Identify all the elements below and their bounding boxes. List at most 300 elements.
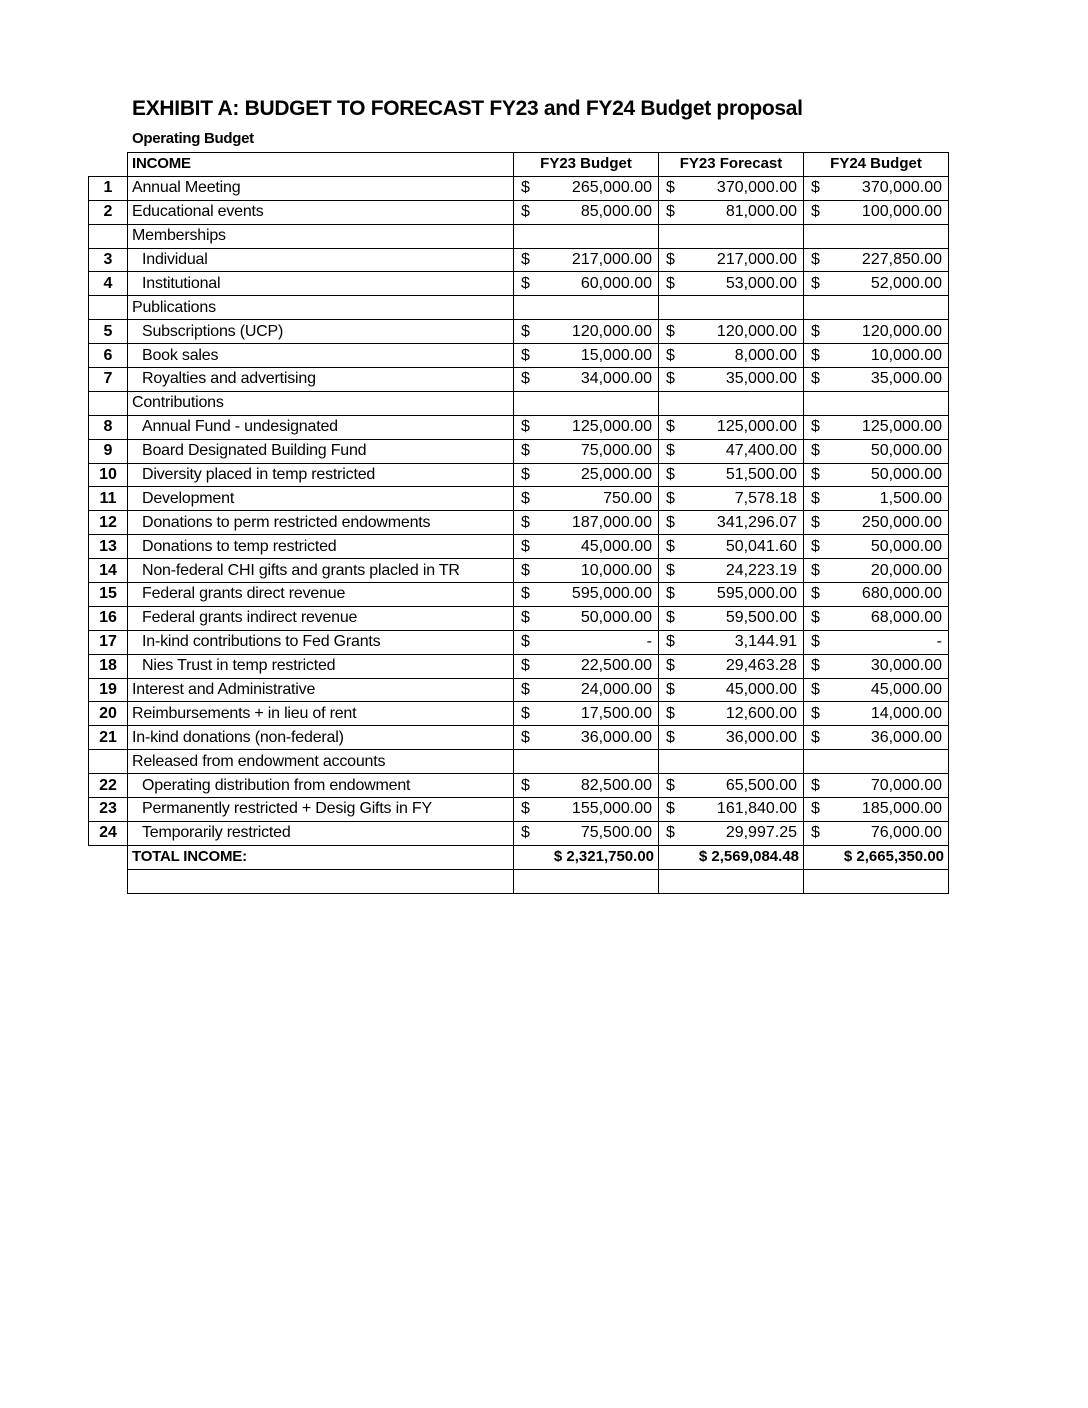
- currency-symbol: $: [521, 442, 530, 460]
- currency-symbol: $: [811, 657, 820, 675]
- currency-symbol: $: [666, 585, 675, 603]
- empty-label-cell: [128, 869, 514, 893]
- section-row: [89, 750, 949, 774]
- currency-symbol: $: [521, 179, 530, 197]
- amount-value: 45,000.00: [870, 681, 942, 699]
- amount-value: 24,223.19: [725, 561, 797, 579]
- amount-value: 50,000.00: [870, 442, 942, 460]
- fy23-forecast-cell: [659, 368, 804, 392]
- fy23-forecast-cell: [659, 654, 804, 678]
- currency-symbol: $: [811, 824, 820, 842]
- table-row: [89, 774, 949, 798]
- fy23-budget-cell: [514, 702, 659, 726]
- amount-value: 10,000.00: [580, 561, 652, 579]
- fy23-forecast-cell: [659, 583, 804, 607]
- row-label-text: Permanently restricted + Desig Gifts in FY: [142, 800, 432, 818]
- amount-value: 187,000.00: [571, 513, 652, 531]
- row-number: 14: [89, 559, 128, 583]
- row-label: [128, 774, 514, 798]
- amount-value: 3,144.91: [734, 633, 797, 651]
- amount-value: 30,000.00: [870, 657, 942, 675]
- amount-value: 35,000.00: [725, 370, 797, 388]
- row-label: [128, 630, 514, 654]
- currency-symbol: $: [666, 776, 675, 794]
- fy24-budget-cell: [804, 368, 949, 392]
- currency-symbol: $: [666, 681, 675, 699]
- fy23-forecast-cell: [659, 391, 804, 415]
- table-row: [89, 535, 949, 559]
- header-fy23-budget: FY23 Budget: [514, 153, 659, 177]
- currency-symbol: $: [521, 418, 530, 436]
- row-number: 13: [89, 535, 128, 559]
- fy24-budget-cell: [804, 487, 949, 511]
- empty-money-cell: [804, 869, 949, 893]
- amount-value: 29,997.25: [725, 824, 797, 842]
- table-row: [89, 678, 949, 702]
- fy23-forecast-cell: [659, 439, 804, 463]
- row-label: [128, 798, 514, 822]
- fy23-forecast-cell: [659, 678, 804, 702]
- fy24-budget-cell: [804, 583, 949, 607]
- currency-symbol: $: [811, 179, 820, 197]
- table-row: [89, 798, 949, 822]
- fy24-budget-cell: [804, 415, 949, 439]
- currency-symbol: $: [666, 800, 675, 818]
- currency-symbol: $: [521, 704, 530, 722]
- currency-symbol: $: [521, 489, 530, 507]
- fy23-budget-cell: [514, 224, 659, 248]
- table-row: [89, 726, 949, 750]
- currency-symbol: $: [521, 322, 530, 340]
- fy23-forecast-cell: [659, 559, 804, 583]
- fy23-budget-cell: [514, 200, 659, 224]
- currency-symbol: $: [811, 704, 820, 722]
- currency-symbol: $: [811, 418, 820, 436]
- fy23-forecast-cell: [659, 224, 804, 248]
- amount-value: 10,000.00: [870, 346, 942, 364]
- amount-value: 52,000.00: [870, 274, 942, 292]
- amount-value: 250,000.00: [861, 513, 942, 531]
- row-number: 16: [89, 606, 128, 630]
- fy24-budget-cell: [804, 272, 949, 296]
- currency-symbol: $: [811, 513, 820, 531]
- fy24-budget-cell: [804, 344, 949, 368]
- currency-symbol: $: [666, 179, 675, 197]
- fy23-budget-cell: [514, 439, 659, 463]
- table-row: [89, 176, 949, 200]
- amount-value: 125,000.00: [861, 418, 942, 436]
- fy23-forecast-cell: [659, 821, 804, 845]
- fy23-forecast-cell: [659, 272, 804, 296]
- amount-value: 161,840.00: [716, 800, 797, 818]
- fy24-budget-cell: [804, 463, 949, 487]
- table-row: [89, 439, 949, 463]
- table-row: [89, 630, 949, 654]
- row-number: 9: [89, 439, 128, 463]
- fy23-forecast-cell: [659, 798, 804, 822]
- amount-value: 29,463.28: [725, 657, 797, 675]
- table-row: [89, 272, 949, 296]
- row-number: 20: [89, 702, 128, 726]
- row-label-text: Annual Fund - undesignated: [142, 418, 338, 436]
- amount-value: 217,000.00: [571, 251, 652, 268]
- currency-symbol: $: [811, 466, 820, 484]
- currency-symbol: $: [521, 657, 530, 675]
- amount-value: 8,000.00: [734, 346, 797, 364]
- fy23-budget-cell: [514, 248, 659, 272]
- amount-value: 20,000.00: [870, 561, 942, 579]
- table-header-row: [89, 153, 949, 177]
- row-number: 4: [89, 272, 128, 296]
- currency-symbol: $: [666, 370, 675, 388]
- row-label-text: Annual Meeting: [132, 179, 241, 197]
- total-amount: $ 2,665,350.00: [843, 848, 944, 866]
- currency-symbol: $: [521, 681, 530, 699]
- fy24-budget-cell: [804, 726, 949, 750]
- fy23-forecast-cell: [659, 774, 804, 798]
- fy24-budget-cell: [804, 654, 949, 678]
- amount-value: 25,000.00: [580, 466, 652, 484]
- row-number: 24: [89, 821, 128, 845]
- fy24-budget-cell: [804, 606, 949, 630]
- row-label-text: Released from endowment accounts: [132, 752, 386, 770]
- amount-value: 47,400.00: [725, 442, 797, 460]
- row-number: 8: [89, 415, 128, 439]
- fy24-budget-cell: [804, 798, 949, 822]
- row-number: 15: [89, 583, 128, 607]
- currency-symbol: $: [666, 609, 675, 627]
- fy23-budget-cell: [514, 583, 659, 607]
- fy23-forecast-cell: [659, 248, 804, 272]
- amount-value: 14,000.00: [870, 704, 942, 722]
- fy24-budget-cell: [804, 511, 949, 535]
- fy23-budget-cell: [514, 344, 659, 368]
- fy24-budget-cell: [804, 320, 949, 344]
- table-row: [89, 702, 949, 726]
- row-label-text: Memberships: [132, 227, 226, 245]
- fy24-budget-cell: [804, 224, 949, 248]
- amount-value: 50,000.00: [580, 609, 652, 627]
- row-label: [128, 583, 514, 607]
- fy24-budget-cell: [804, 774, 949, 798]
- header-income: INCOME: [128, 153, 514, 177]
- amount-value: 85,000.00: [580, 203, 652, 221]
- row-label: [128, 368, 514, 392]
- fy23-forecast-cell: [659, 320, 804, 344]
- total-amount: $ 2,321,750.00: [553, 848, 654, 866]
- header-num-cell: [89, 153, 128, 177]
- total-fy23-forecast: [659, 845, 804, 869]
- row-number: 11: [89, 487, 128, 511]
- fy24-budget-cell: [804, 176, 949, 200]
- row-label-text: Contributions: [132, 394, 224, 412]
- fy23-budget-cell: [514, 415, 659, 439]
- amount-value: 227,850.00: [861, 251, 942, 268]
- amount-value: 65,500.00: [725, 776, 797, 794]
- fy23-forecast-cell: [659, 535, 804, 559]
- row-label: [128, 726, 514, 750]
- fy23-forecast-cell: [659, 200, 804, 224]
- amount-value: 76,000.00: [870, 824, 942, 842]
- amount-value: 45,000.00: [725, 681, 797, 699]
- amount-value: 1,500.00: [879, 489, 942, 507]
- row-label: [128, 248, 514, 272]
- amount-value: 75,500.00: [580, 824, 652, 842]
- amount-value: 51,500.00: [725, 466, 797, 484]
- fy24-budget-cell: [804, 439, 949, 463]
- table-row: [89, 415, 949, 439]
- row-label-text: Subscriptions (UCP): [142, 322, 284, 340]
- amount-value: 155,000.00: [571, 800, 652, 818]
- fy24-budget-cell: [804, 391, 949, 415]
- row-label: [128, 535, 514, 559]
- amount-value: 68,000.00: [870, 609, 942, 627]
- section-label: [128, 391, 514, 415]
- row-label: [128, 702, 514, 726]
- amount-value: 120,000.00: [716, 322, 797, 340]
- currency-symbol: $: [811, 203, 820, 221]
- amount-value: 595,000.00: [571, 585, 652, 603]
- section-row: [89, 296, 949, 320]
- amount-value: 265,000.00: [571, 179, 652, 197]
- amount-value: 15,000.00: [580, 346, 652, 364]
- row-number: 1: [89, 176, 128, 200]
- amount-value: 53,000.00: [725, 274, 797, 292]
- row-label-text: Federal grants indirect revenue: [142, 609, 358, 627]
- row-label: [128, 272, 514, 296]
- fy23-forecast-cell: [659, 511, 804, 535]
- fy23-budget-cell: [514, 463, 659, 487]
- row-label-text: Operating distribution from endowment: [142, 776, 411, 794]
- row-label: [128, 654, 514, 678]
- row-label: [128, 511, 514, 535]
- amount-value: 34,000.00: [580, 370, 652, 388]
- fy24-budget-cell: [804, 296, 949, 320]
- total-num-cell: [89, 845, 128, 869]
- row-number: 17: [89, 630, 128, 654]
- budget-table: [88, 152, 949, 894]
- row-label-text: Reimbursements + in lieu of rent: [132, 704, 357, 722]
- fy24-budget-cell: [804, 678, 949, 702]
- currency-symbol: $: [666, 466, 675, 484]
- total-amount: $ 2,569,084.48: [698, 848, 799, 866]
- currency-symbol: $: [521, 466, 530, 484]
- amount-value: 17,500.00: [580, 704, 652, 722]
- row-number: [89, 224, 128, 248]
- row-number: [89, 391, 128, 415]
- amount-value: 22,500.00: [580, 657, 652, 675]
- currency-symbol: $: [811, 251, 820, 268]
- fy23-forecast-cell: [659, 415, 804, 439]
- row-label-text: Book sales: [142, 346, 219, 364]
- table-row: [89, 583, 949, 607]
- currency-symbol: $: [811, 633, 820, 651]
- row-label-text: In-kind contributions to Fed Grants: [142, 633, 381, 651]
- currency-symbol: $: [666, 442, 675, 460]
- currency-symbol: $: [666, 203, 675, 221]
- amount-value: 70,000.00: [870, 776, 942, 794]
- row-label: [128, 678, 514, 702]
- row-label: [128, 344, 514, 368]
- amount-value: 595,000.00: [716, 585, 797, 603]
- currency-symbol: $: [811, 728, 820, 746]
- amount-value: 82,500.00: [580, 776, 652, 794]
- fy23-forecast-cell: [659, 726, 804, 750]
- amount-value: 370,000.00: [861, 179, 942, 197]
- amount-value: 125,000.00: [571, 418, 652, 436]
- amount-value: -: [646, 633, 652, 651]
- fy23-budget-cell: [514, 774, 659, 798]
- currency-symbol: $: [521, 824, 530, 842]
- currency-symbol: $: [521, 561, 530, 579]
- fy23-budget-cell: [514, 511, 659, 535]
- currency-symbol: $: [666, 704, 675, 722]
- total-fy24-budget: [804, 845, 949, 869]
- table-row: [89, 559, 949, 583]
- amount-value: -: [936, 633, 942, 651]
- amount-value: 125,000.00: [716, 418, 797, 436]
- fy23-budget-cell: [514, 535, 659, 559]
- currency-symbol: $: [811, 585, 820, 603]
- currency-symbol: $: [521, 346, 530, 364]
- row-label-text: Non-federal CHI gifts and grants placled in TR: [142, 561, 460, 579]
- fy23-budget-cell: [514, 654, 659, 678]
- row-label-text: Nies Trust in temp restricted: [142, 657, 336, 675]
- fy23-budget-cell: [514, 176, 659, 200]
- section-label: [128, 224, 514, 248]
- currency-symbol: $: [666, 322, 675, 340]
- currency-symbol: $: [666, 418, 675, 436]
- currency-symbol: $: [666, 513, 675, 531]
- fy24-budget-cell: [804, 702, 949, 726]
- row-number: 3: [89, 248, 128, 272]
- fy23-forecast-cell: [659, 702, 804, 726]
- amount-value: 12,600.00: [725, 704, 797, 722]
- currency-symbol: $: [666, 251, 675, 268]
- currency-symbol: $: [521, 537, 530, 555]
- amount-value: 59,500.00: [725, 609, 797, 627]
- fy24-budget-cell: [804, 535, 949, 559]
- empty-num-cell: [89, 869, 128, 893]
- fy23-budget-cell: [514, 559, 659, 583]
- currency-symbol: $: [666, 728, 675, 746]
- fy23-forecast-cell: [659, 463, 804, 487]
- fy23-budget-cell: [514, 606, 659, 630]
- currency-symbol: $: [666, 824, 675, 842]
- empty-row: [89, 869, 949, 893]
- fy23-forecast-cell: [659, 750, 804, 774]
- amount-value: 75,000.00: [580, 442, 652, 460]
- amount-value: 185,000.00: [861, 800, 942, 818]
- row-label: [128, 439, 514, 463]
- row-label: [128, 320, 514, 344]
- empty-money-cell: [659, 869, 804, 893]
- fy24-budget-cell: [804, 750, 949, 774]
- currency-symbol: $: [811, 370, 820, 388]
- fy23-forecast-cell: [659, 606, 804, 630]
- fy23-forecast-cell: [659, 630, 804, 654]
- empty-money-cell: [514, 869, 659, 893]
- row-number: 18: [89, 654, 128, 678]
- currency-symbol: $: [666, 274, 675, 292]
- currency-symbol: $: [521, 513, 530, 531]
- amount-value: 36,000.00: [580, 728, 652, 746]
- section-label: [128, 296, 514, 320]
- currency-symbol: $: [666, 537, 675, 555]
- amount-value: 50,000.00: [870, 466, 942, 484]
- amount-value: 35,000.00: [870, 370, 942, 388]
- row-label-text: Federal grants direct revenue: [142, 585, 346, 603]
- row-label-text: Board Designated Building Fund: [142, 442, 367, 460]
- table-row: [89, 344, 949, 368]
- fy23-budget-cell: [514, 750, 659, 774]
- row-number: 19: [89, 678, 128, 702]
- currency-symbol: $: [811, 561, 820, 579]
- header-fy23-forecast: FY23 Forecast: [659, 153, 804, 177]
- row-label-text: Development: [142, 489, 235, 507]
- currency-symbol: $: [521, 585, 530, 603]
- table-row: [89, 821, 949, 845]
- row-number: [89, 296, 128, 320]
- amount-value: 217,000.00: [716, 251, 797, 268]
- currency-symbol: $: [811, 537, 820, 555]
- fy23-budget-cell: [514, 368, 659, 392]
- table-row: [89, 654, 949, 678]
- currency-symbol: $: [521, 251, 530, 268]
- row-number: 6: [89, 344, 128, 368]
- header-fy24-budget: FY24 Budget: [804, 153, 949, 177]
- currency-symbol: $: [521, 728, 530, 746]
- amount-value: 100,000.00: [861, 203, 942, 221]
- row-number: 5: [89, 320, 128, 344]
- row-label-text: Diversity placed in temp restricted: [142, 466, 376, 484]
- currency-symbol: $: [521, 776, 530, 794]
- row-number: 23: [89, 798, 128, 822]
- amount-value: 7,578.18: [734, 489, 797, 507]
- currency-symbol: $: [811, 322, 820, 340]
- currency-symbol: $: [811, 800, 820, 818]
- row-label: [128, 559, 514, 583]
- currency-symbol: $: [521, 609, 530, 627]
- fy23-budget-cell: [514, 320, 659, 344]
- table-row: [89, 463, 949, 487]
- fy23-budget-cell: [514, 272, 659, 296]
- table-row: [89, 511, 949, 535]
- fy24-budget-cell: [804, 821, 949, 845]
- fy23-budget-cell: [514, 798, 659, 822]
- amount-value: 81,000.00: [725, 203, 797, 221]
- row-label-text: Temporarily restricted: [142, 824, 291, 842]
- fy23-forecast-cell: [659, 344, 804, 368]
- row-number: 21: [89, 726, 128, 750]
- row-label-text: Individual: [142, 251, 208, 268]
- currency-symbol: $: [811, 442, 820, 460]
- amount-value: 370,000.00: [716, 179, 797, 197]
- fy24-budget-cell: [804, 200, 949, 224]
- currency-symbol: $: [666, 346, 675, 364]
- fy23-forecast-cell: [659, 176, 804, 200]
- amount-value: 120,000.00: [571, 322, 652, 340]
- row-label-text: Publications: [132, 298, 216, 316]
- currency-symbol: $: [521, 274, 530, 292]
- currency-symbol: $: [811, 681, 820, 699]
- fy23-budget-cell: [514, 296, 659, 320]
- row-number: [89, 750, 128, 774]
- amount-value: 50,041.60: [725, 537, 797, 555]
- currency-symbol: $: [666, 489, 675, 507]
- currency-symbol: $: [666, 633, 675, 651]
- amount-value: 341,296.07: [716, 513, 797, 531]
